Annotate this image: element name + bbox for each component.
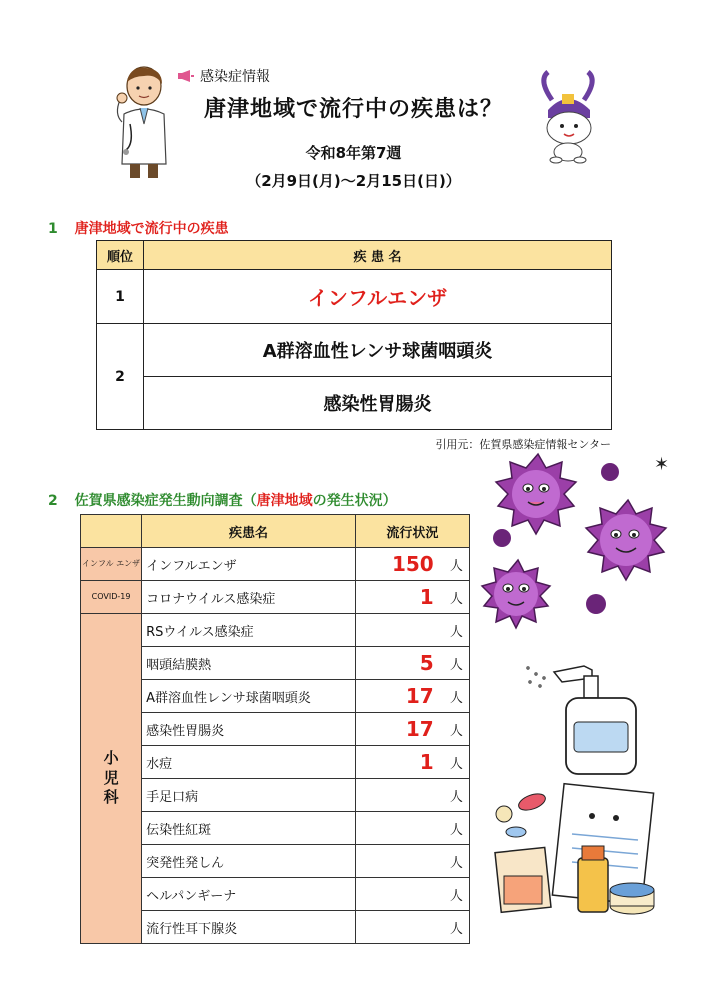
col-category (81, 515, 142, 548)
case-count: 5 (355, 647, 443, 680)
unit-label: 人 (444, 812, 470, 845)
disease-name: コロナウイルス感染症 (142, 581, 356, 614)
disease-name: 水痘 (142, 746, 356, 779)
unit-label: 人 (444, 548, 470, 581)
case-count: 17 (355, 680, 443, 713)
case-count: 1 (355, 746, 443, 779)
unit-label: 人 (444, 614, 470, 647)
disease-name: インフルエンザ (142, 548, 356, 581)
section1-heading (48, 218, 229, 238)
case-count (355, 614, 443, 647)
section2-title-a: 佐賀県感染症発生動向調査（ (74, 493, 257, 509)
case-count (355, 911, 443, 944)
medicine-illustration (492, 780, 662, 930)
category-pediatrics-label: 小 児 科 (103, 749, 119, 807)
col-disease-name: 疾患名 (142, 515, 356, 548)
svg-text:✶: ✶ (654, 454, 670, 475)
unit-label: 人 (444, 878, 470, 911)
disease-name: 伝染性紅斑 (142, 812, 356, 845)
period-label: （2月9日(月)～2月15日(日)） (246, 172, 461, 190)
source-note: 引用元：佐賀県感染症情報センター (435, 438, 611, 451)
megaphone-icon (178, 70, 194, 82)
disease-name: 咽頭結膜熱 (142, 647, 356, 680)
table-row (81, 548, 470, 581)
table-row (81, 581, 470, 614)
surveillance-table (80, 514, 470, 944)
table-row (97, 324, 612, 377)
virus-illustration (478, 448, 678, 648)
unit-label: 人 (444, 647, 470, 680)
col-disease: 疾 患 名 (144, 241, 612, 270)
table-row (97, 377, 612, 430)
sanitizer-bottle-illustration (522, 652, 642, 777)
rank-cell: 2 (97, 324, 144, 430)
disease-cell: インフルエンザ (144, 270, 612, 324)
unit-label: 人 (444, 581, 470, 614)
rank-cell: 1 (97, 270, 144, 324)
col-status: 流行状況 (355, 515, 469, 548)
disease-name: RSウイルス感染症 (142, 614, 356, 647)
section1-title: 唐津地域で流行中の疾患 (74, 221, 229, 237)
week-label: 令和8年第7週 (305, 144, 402, 162)
disease-name: 突発性発しん (142, 845, 356, 878)
case-count (355, 845, 443, 878)
disease-name: A群溶血性レンサ球菌咽頭炎 (142, 680, 356, 713)
unit-label: 人 (444, 911, 470, 944)
unit-label: 人 (444, 680, 470, 713)
unit-label: 人 (444, 845, 470, 878)
disease-cell: A群溶血性レンサ球菌咽頭炎 (144, 324, 612, 377)
table-row (81, 614, 470, 647)
category-pediatrics (81, 614, 142, 944)
section2-heading (48, 490, 397, 510)
category-covid: COVID-19 (81, 581, 142, 614)
section2-title-c: の発生状況） (312, 493, 397, 509)
info-tag (178, 66, 270, 86)
col-rank: 順位 (97, 241, 144, 270)
page-title: 唐津地域で流行中の疾患は？ (203, 97, 503, 122)
disease-name: 感染性胃腸炎 (142, 713, 356, 746)
category-influenza: インフル エンザ (81, 548, 142, 581)
section2-title-b: 唐津地域 (256, 493, 313, 509)
disease-name: 手足口病 (142, 779, 356, 812)
disease-name: 流行性耳下腺炎 (142, 911, 356, 944)
case-count (355, 878, 443, 911)
unit-label: 人 (444, 746, 470, 779)
unit-label: 人 (444, 713, 470, 746)
case-count (355, 779, 443, 812)
unit-label: 人 (444, 779, 470, 812)
doctor-illustration (112, 64, 176, 182)
case-count: 1 (355, 581, 443, 614)
case-count: 150 (355, 548, 443, 581)
section2-number: 2 (48, 493, 58, 509)
disease-name: ヘルパンギーナ (142, 878, 356, 911)
case-count (355, 812, 443, 845)
disease-cell: 感染性胃腸炎 (144, 377, 612, 430)
table-row (97, 270, 612, 324)
case-count: 17 (355, 713, 443, 746)
section1-number: 1 (48, 221, 58, 237)
info-tag-label: 感染症情報 (200, 69, 270, 85)
ranking-table (96, 240, 612, 430)
